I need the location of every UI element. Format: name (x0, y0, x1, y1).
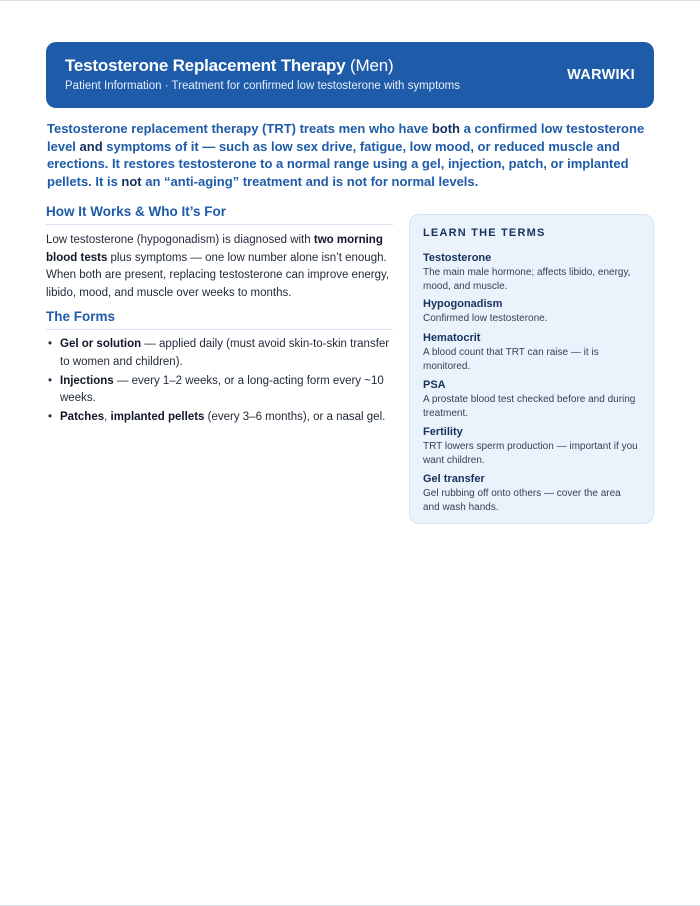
intro-emphasis-not: not (121, 173, 142, 189)
term-hypogonadism (423, 297, 638, 326)
how-text-2: plus symptoms — one low number alone isn’t enough. When both are present, replacing testosterone can improve energy, libido, mood, and muscle over weeks to months. (46, 251, 390, 299)
intro-text-4: an “anti-aging” treatment and is not for normal levels. (141, 173, 479, 189)
how-it-works-heading: How It Works & Who It’s For (46, 204, 393, 225)
form-name: Injections (60, 374, 114, 387)
form-description: — applied daily (must avoid skin-to-skin transfer to women and children). (60, 338, 390, 368)
term-hematocrit (423, 331, 638, 373)
terms-panel (409, 214, 654, 524)
intro-text-3: symptoms of it — such as low sex drive, fatigue, low mood, or reduced muscle and erections. It restores testosterone to a normal range using a gel, injection, patch, or implanted pellets. It is (47, 138, 629, 189)
term-name: Hypogonadism (423, 298, 503, 310)
term-definition: A blood count that TRT can raise — it is monitored. (423, 347, 599, 372)
title-qualifier: (Men) (350, 56, 394, 75)
intro-text-2: a confirmed low testosterone level (47, 121, 645, 154)
term-gel-transfer (423, 472, 638, 514)
page-subtitle: Patient Information · Treatment for confirmed low testosterone with symptoms (65, 80, 460, 92)
term-psa (423, 378, 638, 420)
bullet-icon: • (48, 411, 53, 423)
term-definition: TRT lowers sperm production — important if you want children. (423, 441, 638, 466)
title-main: Testosterone Replacement Therapy (65, 56, 346, 75)
intro-emphasis-both: both (431, 121, 460, 136)
brand-logo: WARWIKI (567, 67, 635, 83)
how-text-1: Low testosterone (hypogonadism) is diagnosed with (46, 234, 314, 246)
how-it-works-paragraph (46, 232, 396, 302)
term-name: Fertility (423, 426, 463, 438)
term-name: Hematocrit (423, 332, 481, 344)
how-emphasis: two morning blood tests (46, 234, 383, 264)
intro-emphasis-and: and (79, 138, 103, 154)
term-name: Testosterone (423, 252, 492, 264)
term-fertility (423, 425, 638, 467)
list-item (46, 373, 396, 408)
term-testosterone (423, 251, 638, 293)
form-description: — every 1–2 weeks, or a long-acting form every ~10 weeks. (60, 374, 384, 404)
form-separator: , (104, 411, 111, 423)
bullet-icon: • (48, 338, 53, 350)
forms-heading: The Forms (46, 309, 393, 330)
list-item (46, 336, 396, 371)
intro-paragraph (47, 120, 647, 190)
term-definition: The main male hormone; affects libido, energy, mood, and muscle. (423, 267, 631, 292)
page-title (65, 56, 393, 76)
list-item (46, 409, 396, 427)
term-definition: Gel rubbing off onto others — cover the area and wash hands. (423, 488, 621, 513)
form-description: (every 3–6 months), or a nasal gel. (204, 411, 386, 423)
form-name: Gel or solution (60, 338, 142, 350)
term-name: Gel transfer (423, 473, 485, 485)
page-top-divider (0, 0, 700, 1)
bullet-icon: • (48, 374, 53, 387)
form-name: Patches (60, 411, 105, 423)
intro-text-1: Testosterone replacement therapy (TRT) treats men who have (47, 121, 432, 136)
term-definition: A prostate blood test checked before and during treatment. (423, 394, 636, 419)
header-banner (46, 42, 654, 108)
term-name: PSA (423, 379, 446, 391)
term-definition: Confirmed low testosterone. (423, 313, 548, 324)
form-name-2: implanted pellets (110, 411, 205, 423)
terms-heading: LEARN THE TERMS (423, 227, 546, 239)
forms-list (46, 336, 396, 428)
